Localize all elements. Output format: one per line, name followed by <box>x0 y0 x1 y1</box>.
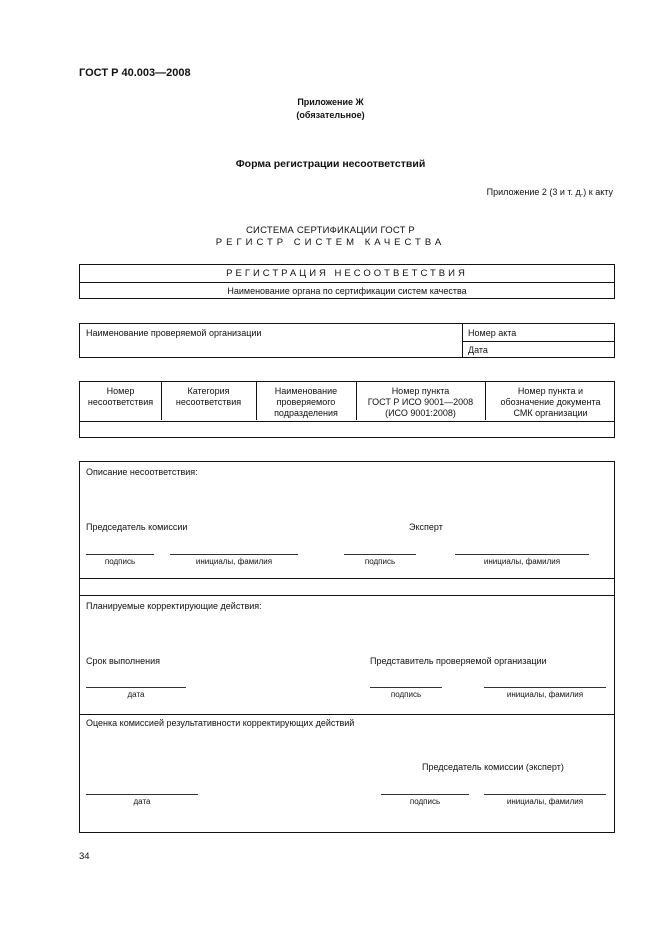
chairman-expert-label: Председатель комиссии (эксперт) <box>422 762 564 772</box>
representative-signature-line <box>370 687 442 688</box>
register-name: РЕГИСТР СИСТЕМ КАЧЕСТВА <box>215 237 446 248</box>
deadline-label: Срок выполнения <box>86 656 160 666</box>
expert-initials-caption: инициалы, фамилия <box>483 557 561 566</box>
description-label: Описание несоответствия: <box>86 467 198 477</box>
chairman-signature-line <box>86 554 154 555</box>
organization-table <box>79 323 615 358</box>
table-header-qms-document: Номер пункта и обозначение документа СМК организации <box>500 386 601 418</box>
registration-title: РЕГИСТРАЦИЯ НЕСООТВЕТСТВИЯ <box>226 268 468 279</box>
standard-number: ГОСТ Р 40.003—2008 <box>79 67 191 79</box>
chairman-signature-caption: подпись <box>104 557 136 566</box>
act-number-label: Номер акта <box>468 328 517 338</box>
registration-header-table <box>79 264 615 299</box>
annex-status: (обязательное) <box>296 110 365 120</box>
table-header-category: Категория несоответствия <box>175 386 242 407</box>
date-label: Дата <box>468 345 488 355</box>
expert-signature-caption: подпись <box>364 557 396 566</box>
evaluation-date-line <box>86 794 198 795</box>
planned-actions-label: Планируемые корректирующие действия: <box>86 601 262 611</box>
evaluation-signature-caption: подпись <box>409 797 441 806</box>
evaluation-label: Оценка комиссией результативности корректирующих действий <box>86 718 355 728</box>
chairman-label: Председатель комиссии <box>86 522 188 532</box>
table-header-gost-clause: Номер пункта ГОСТ Р ИСО 9001—2008 (ИСО 9001:2008) <box>367 386 474 418</box>
expert-label: Эксперт <box>409 522 443 532</box>
annex-title: Приложение Ж <box>297 97 364 107</box>
certification-body-label: Наименование органа по сертификации систем качества <box>227 286 467 296</box>
representative-initials-line <box>484 687 606 688</box>
deadline-date-caption: дата <box>127 690 145 699</box>
form-title: Форма регистрации несоответствий <box>235 158 426 170</box>
evaluation-date-caption: дата <box>133 797 151 806</box>
nonconformity-table <box>79 381 615 438</box>
expert-initials-line <box>455 554 589 555</box>
evaluation-initials-line <box>484 794 606 795</box>
table-header-number: Номер несоответствия <box>87 386 154 407</box>
deadline-date-line <box>86 687 186 688</box>
chairman-initials-line <box>170 554 298 555</box>
representative-initials-caption: инициалы, фамилия <box>506 690 584 699</box>
expert-signature-line <box>344 554 416 555</box>
page-number: 34 <box>79 851 90 862</box>
system-name: СИСТЕМА СЕРТИФИКАЦИИ ГОСТ Р <box>246 225 415 236</box>
appendix-reference: Приложение 2 (3 и т. д.) к акту <box>486 187 613 197</box>
nonconformity-form <box>79 461 615 833</box>
representative-signature-caption: подпись <box>390 690 422 699</box>
chairman-initials-caption: инициалы, фамилия <box>195 557 273 566</box>
table-header-department: Наименование проверяемого подразделения <box>274 386 338 418</box>
representative-label: Представитель проверяемой организации <box>370 656 547 666</box>
evaluation-signature-line <box>381 794 469 795</box>
organization-name-label: Наименование проверяемой организации <box>86 328 262 338</box>
evaluation-initials-caption: инициалы, фамилия <box>506 797 584 806</box>
